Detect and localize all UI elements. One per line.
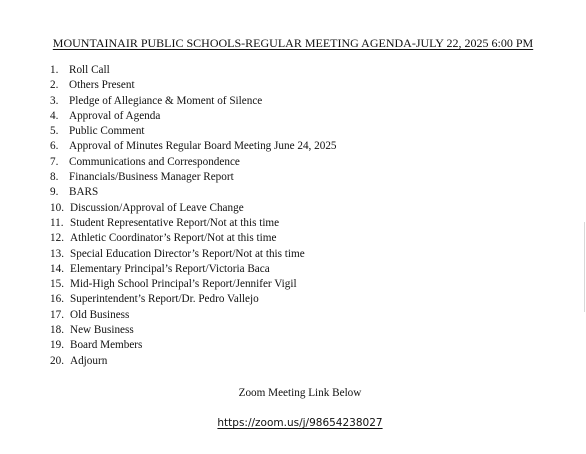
zoom-meeting-label: Zoom Meeting Link Below — [238, 387, 362, 399]
agenda-item — [50, 354, 337, 369]
agenda-item-text: Pledge of Allegiance & Moment of Silence — [69, 94, 263, 107]
agenda-item-number: 18. — [50, 324, 64, 337]
agenda-item-text: Student Representative Report/Not at this time — [70, 216, 280, 229]
agenda-item-text: Approval of Agenda — [69, 109, 161, 122]
zoom-meeting-link[interactable]: https://zoom.us/j/98654238027 — [217, 417, 383, 429]
agenda-item-number: 19. — [50, 339, 64, 352]
agenda-item-text: Superintendent’s Report/Dr. Pedro Vallejo — [70, 293, 259, 306]
agenda-item-number: 15. — [50, 278, 64, 291]
zoom-link-container — [0, 417, 586, 429]
agenda-item-number: 8. — [50, 171, 59, 184]
agenda-item-text: Roll Call — [69, 64, 110, 76]
agenda-item-text: Approval of Minutes Regular Board Meeting June 24, 2025 — [69, 140, 337, 153]
agenda-item — [50, 109, 337, 124]
agenda-item — [50, 262, 337, 277]
agenda-item-number: 5. — [50, 125, 59, 138]
agenda-item — [50, 216, 337, 231]
agenda-item-number: 7. — [50, 155, 59, 168]
page-title: MOUNTAINAIR PUBLIC SCHOOLS-REGULAR MEETING AGENDA-JULY 22, 2025 6:00 PM — [52, 36, 534, 50]
agenda-item-number: 14. — [50, 262, 64, 275]
agenda-item-number: 4. — [50, 109, 59, 122]
agenda-item — [50, 247, 337, 262]
agenda-item — [50, 323, 337, 338]
agenda-item — [50, 155, 337, 170]
agenda-item-number: 13. — [50, 247, 64, 260]
page-edge-line — [584, 222, 585, 312]
agenda-item-number: 6. — [50, 140, 59, 153]
agenda-item-number: 12. — [50, 232, 64, 245]
agenda-item — [50, 338, 337, 353]
agenda-item — [50, 231, 337, 246]
agenda-item-number: 10. — [50, 201, 64, 214]
agenda-item-text: Board Members — [70, 339, 143, 352]
agenda-item-number: 20. — [50, 354, 64, 367]
agenda-item-number: 1. — [50, 64, 59, 76]
agenda-item-text: BARS — [69, 186, 99, 199]
agenda-item — [50, 78, 337, 93]
agenda-item — [50, 63, 337, 78]
agenda-item — [50, 185, 337, 200]
agenda-item-text: Adjourn — [70, 354, 108, 367]
agenda-item-text: Communications and Correspondence — [69, 155, 240, 168]
agenda-item-text: Athletic Coordinator’s Report/Not at this time — [70, 232, 277, 245]
agenda-item-text: New Business — [70, 324, 134, 337]
agenda-list — [50, 63, 337, 369]
agenda-item — [50, 94, 337, 109]
agenda-item-text: Elementary Principal’s Report/Victoria Baca — [70, 262, 270, 275]
agenda-item-number: 16. — [50, 293, 64, 306]
agenda-item — [50, 201, 337, 216]
agenda-item — [50, 277, 337, 292]
agenda-item-number: 11. — [50, 216, 64, 229]
agenda-item-text: Financials/Business Manager Report — [69, 171, 234, 184]
agenda-item — [50, 170, 337, 185]
agenda-item-text: Public Comment — [69, 125, 145, 138]
agenda-item — [50, 292, 337, 307]
agenda-item-text: Discussion/Approval of Leave Change — [70, 201, 244, 214]
agenda-item-number: 2. — [50, 79, 59, 92]
agenda-item-text: Mid-High School Principal’s Report/Jennifer Vigil — [70, 278, 297, 291]
agenda-item-text: Others Present — [69, 79, 135, 92]
agenda-item-number: 17. — [50, 308, 64, 321]
agenda-item — [50, 124, 337, 139]
agenda-item — [50, 139, 337, 154]
agenda-item-number: 9. — [50, 186, 59, 199]
agenda-item — [50, 308, 337, 323]
agenda-item-text: Old Business — [70, 308, 130, 321]
agenda-item-text: Special Education Director’s Report/Not at this time — [70, 247, 305, 260]
agenda-item-number: 3. — [50, 94, 59, 107]
